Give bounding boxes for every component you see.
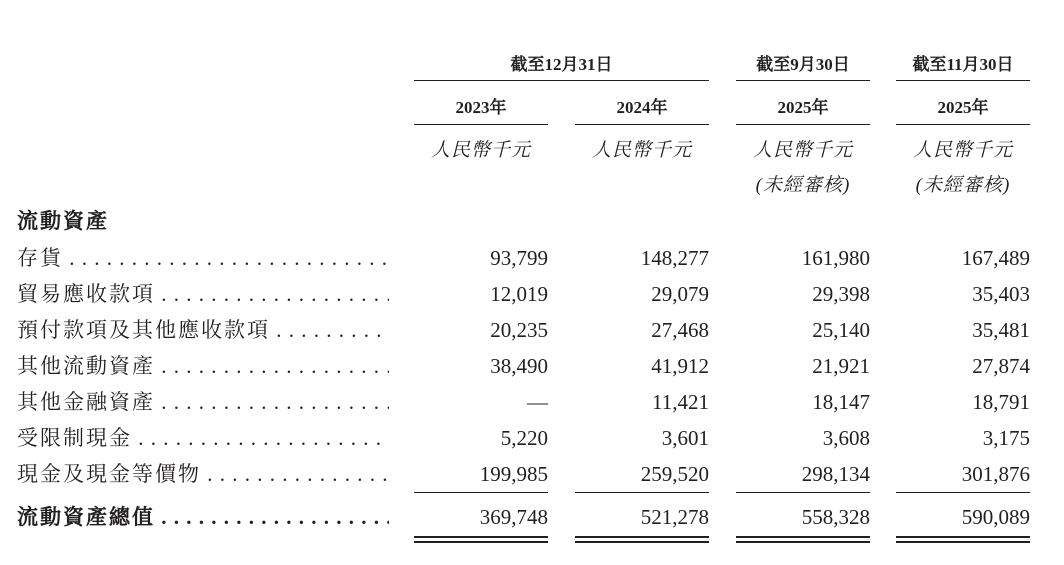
total-double-rule-2 bbox=[575, 536, 709, 543]
row-label: 其他金融資產 . . . bbox=[17, 387, 389, 417]
year-header-3: 2025年 bbox=[777, 98, 829, 117]
cell-value: 5,220 bbox=[500, 426, 548, 450]
year-rule-2 bbox=[575, 124, 709, 125]
cell-value: 21,921 bbox=[812, 354, 870, 378]
total-value: 558,328 bbox=[801, 505, 870, 529]
unaudited-label-4: (未經審核) bbox=[915, 175, 1011, 196]
table-row bbox=[0, 459, 1064, 489]
unit-label-2: 人民幣千元 bbox=[591, 140, 692, 161]
subtotal-rule-4 bbox=[896, 492, 1030, 493]
table-row bbox=[0, 279, 1064, 309]
unit-label-1: 人民幣千元 bbox=[430, 140, 531, 161]
table-row bbox=[0, 351, 1064, 381]
cell-value: 29,398 bbox=[812, 282, 870, 306]
row-label: 其他流動資產 . . . bbox=[17, 351, 389, 381]
cell-value: — bbox=[527, 390, 548, 414]
group-header-sep30: 截至9月30日 bbox=[756, 55, 850, 74]
cell-value: 38,490 bbox=[490, 354, 548, 378]
cell-value: 199,985 bbox=[479, 462, 548, 486]
section-title: 流動資產 bbox=[17, 209, 109, 233]
cell-value: 259,520 bbox=[640, 462, 709, 486]
cell-value: 161,980 bbox=[801, 246, 870, 270]
year-header-4: 2025年 bbox=[937, 98, 989, 117]
subtotal-rule-3 bbox=[736, 492, 870, 493]
cell-value: 27,874 bbox=[972, 354, 1030, 378]
group-rule-sep30 bbox=[736, 80, 870, 81]
cell-value: 301,876 bbox=[961, 462, 1030, 486]
cell-value: 27,468 bbox=[651, 318, 709, 342]
row-label: 預付款項及其他應收款項 . . . bbox=[17, 315, 389, 345]
total-value: 521,278 bbox=[640, 505, 709, 529]
year-rule-4 bbox=[896, 124, 1030, 125]
cell-value: 41,912 bbox=[651, 354, 709, 378]
cell-value: 3,601 bbox=[661, 426, 709, 450]
cell-value: 12,019 bbox=[490, 282, 548, 306]
row-label: 貿易應收款項 . . . bbox=[17, 279, 389, 309]
group-header-nov30: 截至11月30日 bbox=[912, 55, 1014, 74]
cell-value: 29,079 bbox=[651, 282, 709, 306]
row-label: 受限制現金 . . . bbox=[17, 423, 389, 453]
cell-value: 35,403 bbox=[972, 282, 1030, 306]
cell-value: 3,175 bbox=[982, 426, 1030, 450]
cell-value: 167,489 bbox=[961, 246, 1030, 270]
group-rule-nov30 bbox=[896, 80, 1030, 81]
unit-label-4: 人民幣千元 bbox=[912, 140, 1013, 161]
cell-value: 20,235 bbox=[490, 318, 548, 342]
subtotal-rule-2 bbox=[575, 492, 709, 493]
year-header-2: 2024年 bbox=[616, 98, 668, 117]
cell-value: 18,147 bbox=[812, 390, 870, 414]
total-value: 590,089 bbox=[961, 505, 1030, 529]
table-row bbox=[0, 387, 1064, 417]
cell-value: 35,481 bbox=[972, 318, 1030, 342]
total-label: 流動資產總值 . . . bbox=[17, 502, 389, 532]
cell-value: 298,134 bbox=[801, 462, 870, 486]
year-header-1: 2023年 bbox=[455, 98, 507, 117]
year-rule-3 bbox=[736, 124, 870, 125]
cell-value: 93,799 bbox=[490, 246, 548, 270]
cell-value: 11,421 bbox=[652, 390, 709, 414]
table-row bbox=[0, 423, 1064, 453]
total-value: 369,748 bbox=[479, 505, 548, 529]
total-double-rule-4 bbox=[896, 536, 1030, 543]
unaudited-label-3: (未經審核) bbox=[755, 175, 851, 196]
row-label: 存貨 . . . bbox=[17, 243, 389, 273]
year-rule-1 bbox=[414, 124, 548, 125]
total-row bbox=[0, 502, 1064, 532]
cell-value: 25,140 bbox=[812, 318, 870, 342]
row-label: 現金及現金等價物 . . . bbox=[17, 459, 389, 489]
group-header-dec31: 截至12月31日 bbox=[510, 55, 613, 74]
group-rule-dec31 bbox=[414, 80, 709, 81]
cell-value: 3,608 bbox=[822, 426, 870, 450]
unit-label-3: 人民幣千元 bbox=[752, 140, 853, 161]
table-row bbox=[0, 315, 1064, 345]
total-double-rule-3 bbox=[736, 536, 870, 543]
total-double-rule-1 bbox=[414, 536, 548, 543]
cell-value: 148,277 bbox=[640, 246, 709, 270]
cell-value: 18,791 bbox=[972, 390, 1030, 414]
table-row bbox=[0, 243, 1064, 273]
subtotal-rule-1 bbox=[414, 492, 548, 493]
